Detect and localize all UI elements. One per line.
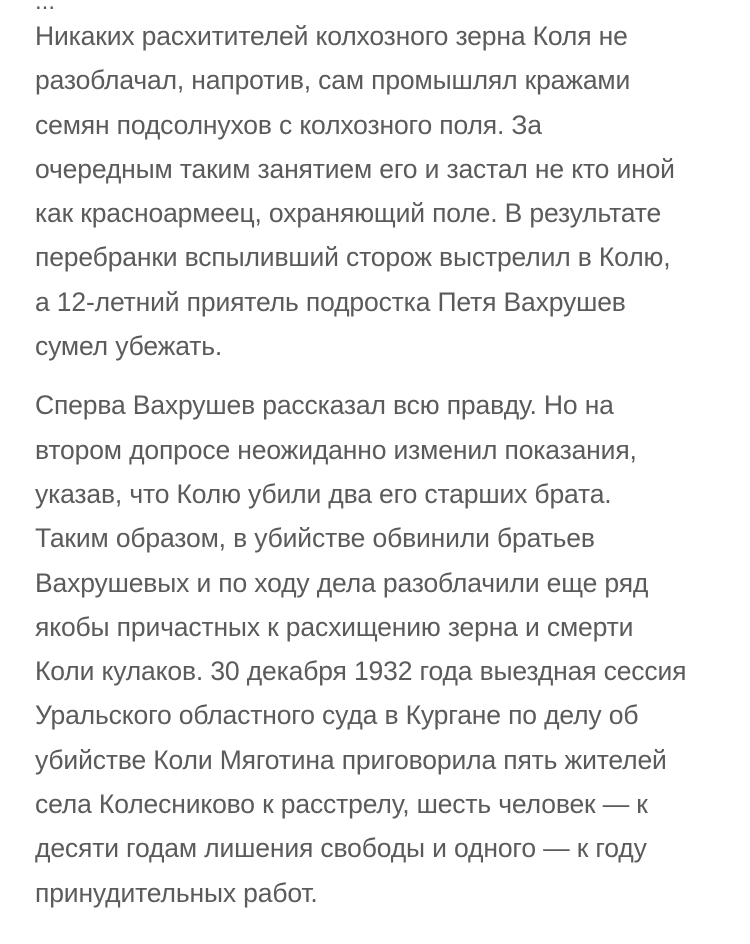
- text-line: семян подсолнухов с колхозного поля. За: [35, 109, 542, 140]
- text-line: сумел убежать.: [35, 331, 223, 362]
- article-paragraph-1: [35, 14, 730, 368]
- text-line: убийстве Коли Мяготина приговорила пять жителей: [35, 744, 667, 775]
- text-line: очередным таким занятием его и застал не кто иной: [35, 153, 675, 184]
- text-line: десяти годам лишения свободы и одного — к году: [35, 833, 647, 864]
- text-line: втором допросе неожиданно изменил показания,: [35, 434, 637, 465]
- text-line: Никаких расхитителей колхозного зерна Коля не: [35, 21, 628, 51]
- text-line: разоблачал, напротив, сам промышлял кражами: [35, 65, 631, 96]
- text-line: перебранки вспыливший сторож выстрелил в Колю,: [35, 242, 671, 273]
- text-line: Уральского областного суда в Кургане по делу об: [35, 700, 639, 731]
- text-line: Вахрушевых и по ходу дела разоблачили еще ряд: [35, 567, 649, 598]
- article-body: [35, 0, 730, 915]
- text-line: Сперва Вахрушев рассказал всю правду. Но на: [35, 390, 614, 421]
- text-line: принудительных работ.: [35, 877, 318, 908]
- text-line: а 12-летний приятель подростка Петя Вахрушев: [35, 286, 626, 317]
- text-line: указав, что Колю убили два его старших брата.: [35, 478, 612, 509]
- text-line: якобы причастных к расхищению зерна и смерти: [35, 611, 634, 642]
- article-paragraph-2: [35, 383, 730, 915]
- ellipsis-marker: ...: [35, 0, 56, 15]
- text-line: Коли кулаков. 30 декабря 1932 года выездная сессия: [35, 656, 687, 687]
- text-line: Таким образом, в убийстве обвинили братьев: [35, 523, 595, 554]
- text-line: села Колесниково к расстрелу, шесть человек — к: [35, 789, 648, 820]
- text-line: как красноармеец, охраняющий поле. В результате: [35, 198, 662, 229]
